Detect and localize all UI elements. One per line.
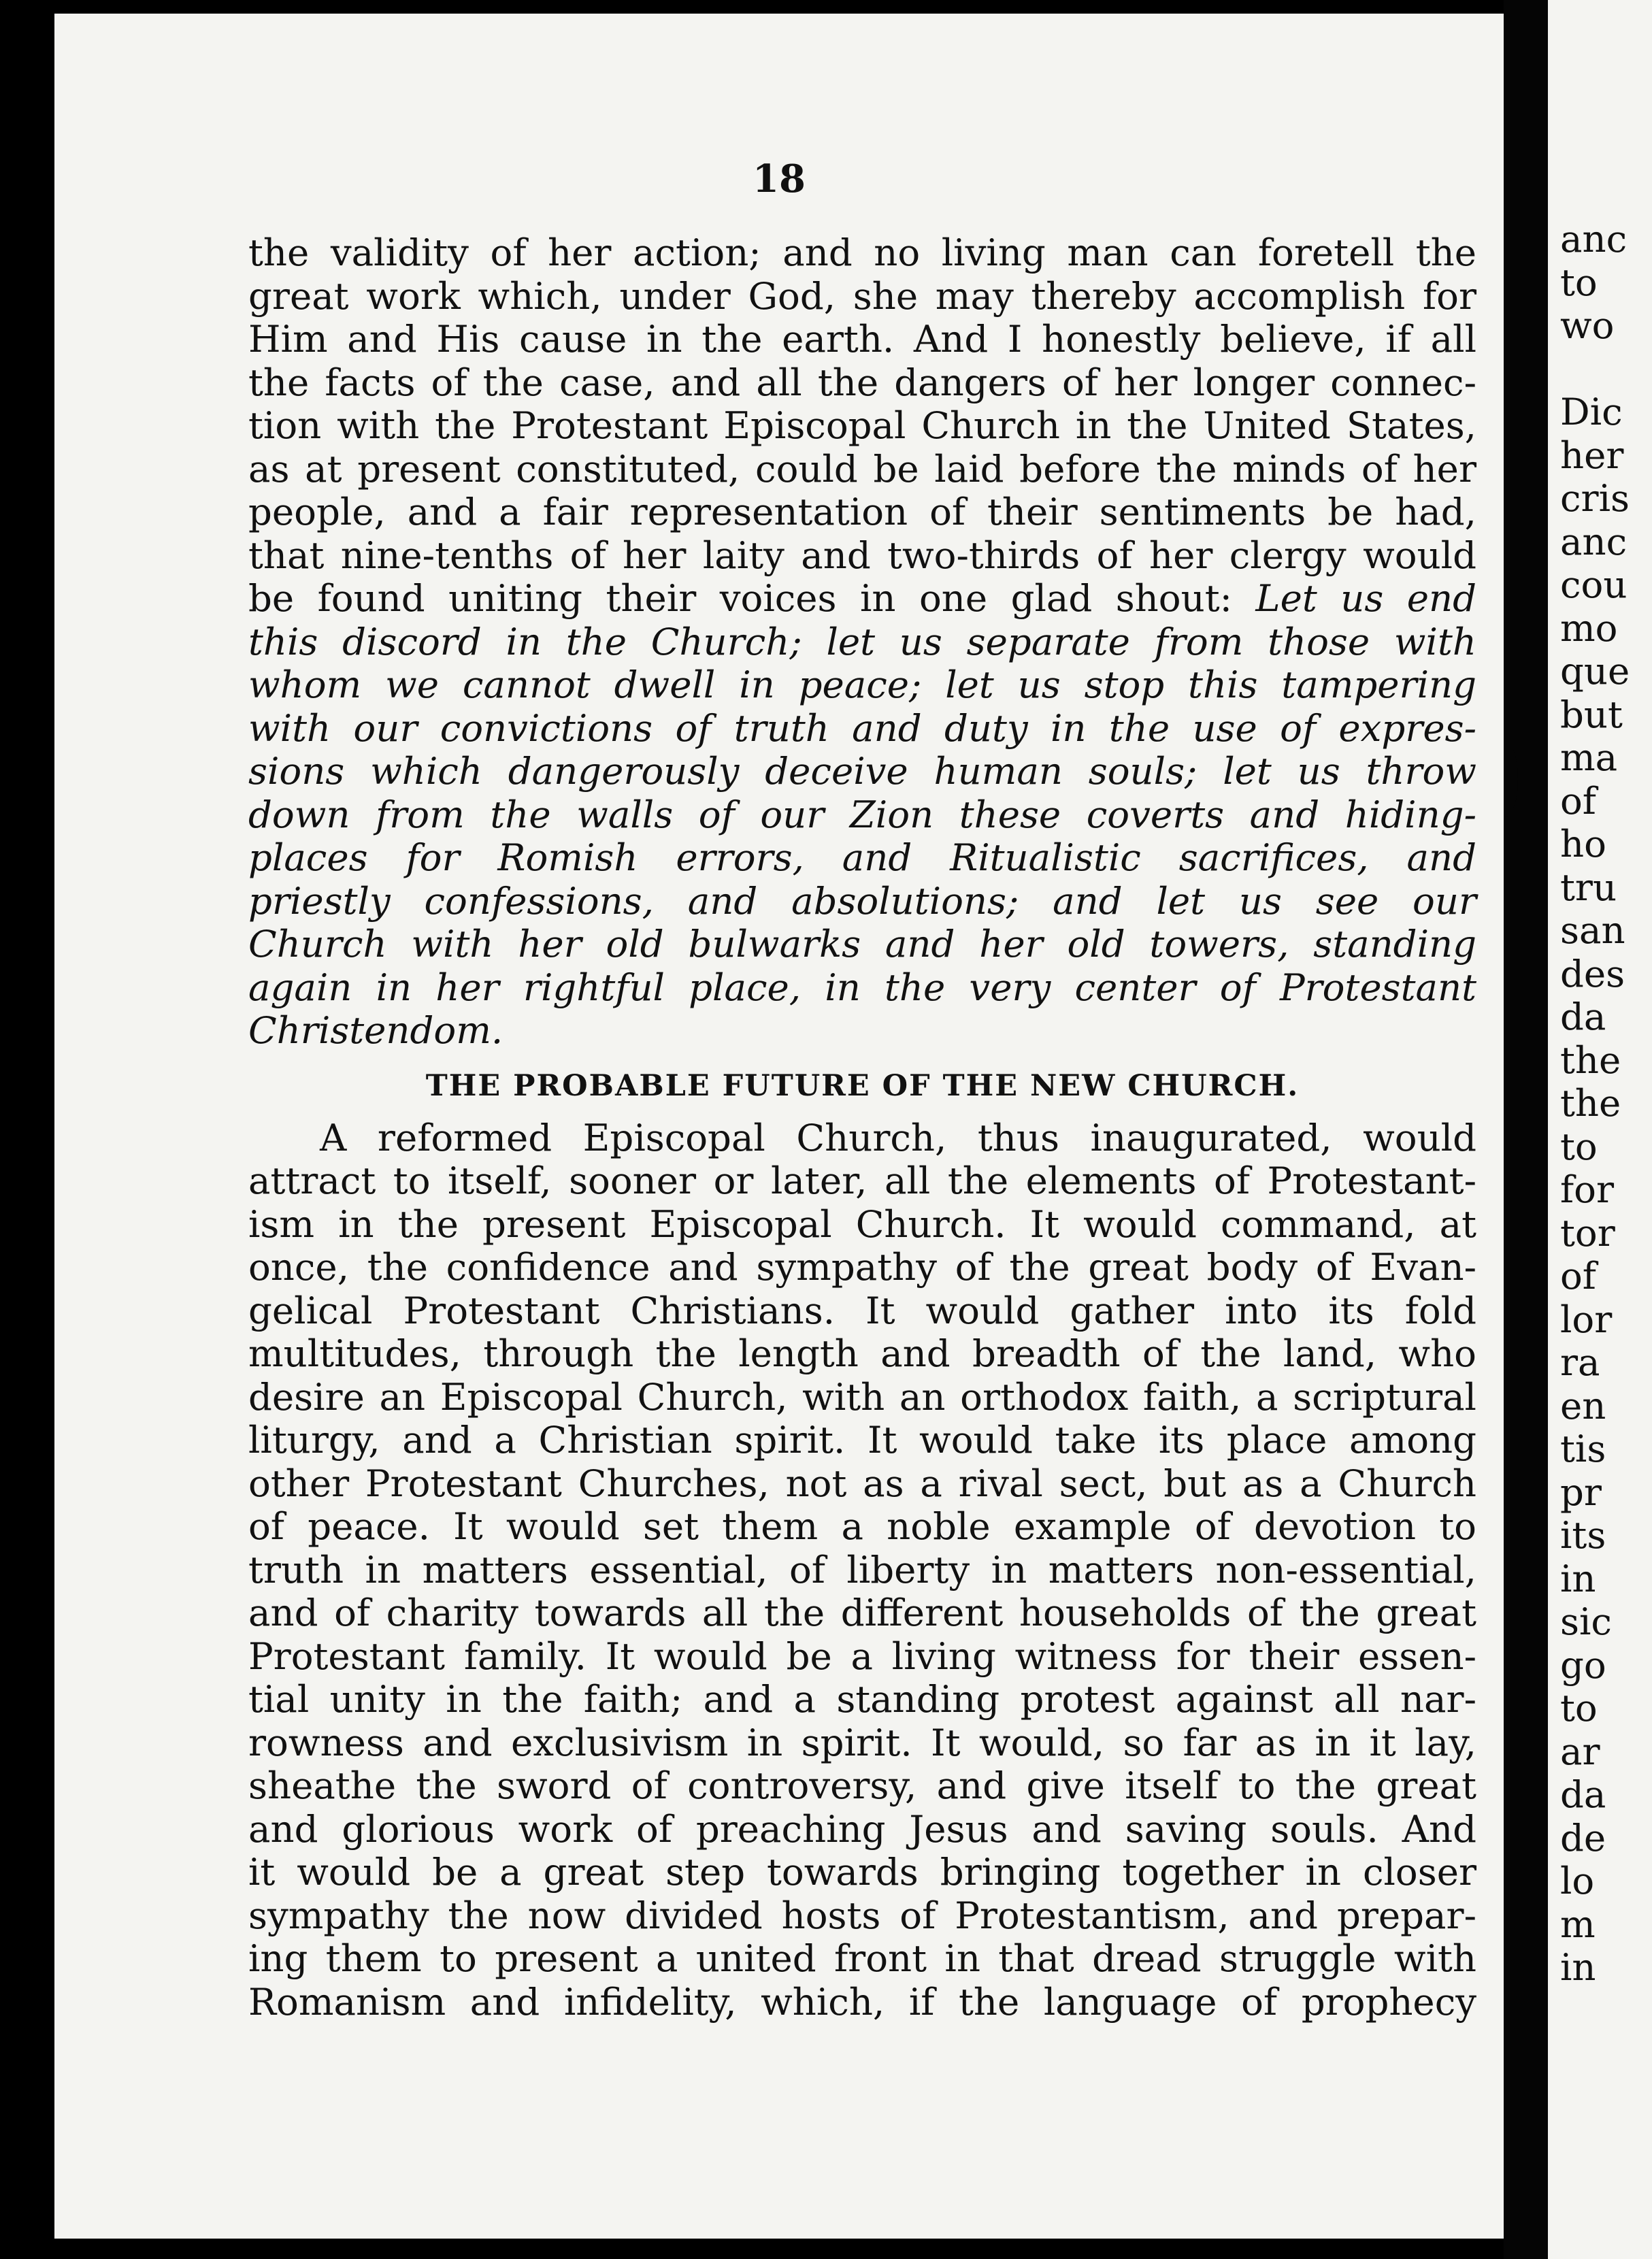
facing-page-fragment: in [1560,1556,1596,1600]
text-line: great work which, under God, she may thereby accomplish for [248,274,1476,318]
facing-page-fragment: for [1560,1168,1615,1211]
facing-page-fragment: its [1560,1513,1606,1557]
text-line: whom we cannot dwell in peace; let us stop this tampering [248,663,1476,706]
facing-page-fragment: of [1560,778,1596,823]
text-line: ism in the present Episcopal Church. It would command, at [248,1202,1476,1246]
text-line: that nine-tenths of her laity and two-thirds of her clergy would [248,533,1476,577]
text-line: with our convictions of truth and duty in the use of expres- [248,706,1476,750]
text-line: it would be a great step towards bringing together in closer [248,1850,1476,1894]
facing-page [1548,0,1652,2259]
facing-page-fragment: da [1560,995,1606,1038]
text-line: Romanism and infidelity, which, if the language of prophecy [248,1979,1476,2024]
facing-page-fragment: mo [1560,606,1618,650]
facing-page-fragment: lor [1560,1297,1613,1341]
facing-page-fragment: Dic [1560,390,1623,433]
facing-page-fragment: to [1560,1124,1598,1168]
facing-page-fragment: in [1560,1945,1596,1989]
page-number: 18 [753,156,806,201]
facing-page-fragment: cou [1560,563,1628,606]
facing-page-fragment: wo [1560,303,1615,347]
text-line: tial unity in the faith; and a standing protest against all nar- [248,1677,1476,1721]
mixed-line-italic: Let us end [1255,576,1476,620]
facing-page-fragment: ra [1560,1340,1600,1384]
text-line: places for Romish errors, and Ritualistic sacrifices, and [248,836,1476,879]
text-line: as at present constituted, could be laid before the minds of her [248,446,1476,491]
facing-page-fragment: her [1560,433,1624,477]
facing-page-fragment: de [1560,1815,1606,1860]
facing-page-text [1560,218,1652,1990]
text-line: once, the confidence and sympathy of the great body of Evan- [248,1245,1476,1289]
text-line: Protestant family. It would be a living witness for their essen- [248,1634,1476,1678]
facing-page-fragment: go [1560,1643,1606,1687]
text-line: Church with her old bulwarks and her old towers, standing [248,922,1476,966]
facing-page-fragment: tor [1560,1210,1615,1255]
paragraph-2 [248,1117,1476,2024]
facing-page-fragment: da [1560,1772,1606,1816]
facing-page-fragment: m [1560,1902,1596,1946]
facing-page-fragment: to [1560,260,1598,304]
text-line: multitudes, through the length and breadth of the land, who [248,1332,1476,1375]
text-line: rowness and exclusivism in spirit. It would, so far as in it lay, [248,1720,1476,1764]
text-line: again in her rightful place, in the very center of Protestant [248,965,1476,1009]
facing-page-fragment: ma [1560,736,1618,779]
text-line: Christendom. [248,1008,503,1052]
facing-page-fragment: anc [1560,217,1628,261]
paragraph-1 [248,231,1476,577]
text-line: ing them to present a united front in that dread struggle with [248,1936,1476,1980]
facing-page-fragment: the [1560,1038,1621,1082]
facing-page-fragment: the [1560,1081,1621,1125]
text-line: sheathe the sword of controversy, and give itself to the great [248,1764,1476,1807]
facing-page-fragment: ar [1560,1729,1600,1773]
text-line: attract to itself, sooner or later, all the elements of Protestant- [248,1159,1476,1202]
text-line: Him and His cause in the earth. And I honestly believe, if all [248,317,1476,361]
facing-page-fragment: lo [1560,1859,1595,1902]
facing-page-fragment: to [1560,1686,1598,1730]
text-line: the facts of the case, and all the dangers of her longer connec- [248,360,1476,404]
text-line: people, and a fair representation of their sentiments be had, [248,490,1476,533]
facing-page-fragment [1560,348,1652,391]
body-text [248,231,1476,2024]
text-line: the validity of her action; and no living man can foretell the [248,231,1476,274]
facing-page-fragment: tis [1560,1427,1606,1470]
facing-page-fragment: anc [1560,519,1628,563]
text-line: A reformed Episcopal Church, thus inaugurated, would [320,1115,1476,1159]
text-line: priestly confessions, and absolutions; and let us see our [248,878,1476,923]
text-line: and glorious work of preaching Jesus and saving souls. And [248,1807,1476,1851]
text-line: this discord in the Church; let us separate from those with [248,619,1476,663]
facing-page-fragment: cris [1560,476,1630,520]
text-line: other Protestant Churches, not as a rival sect, but as a Church [248,1461,1476,1505]
text-line: tion with the Protestant Episcopal Church in the United States, [248,403,1476,447]
text-line: desire an Episcopal Church, with an orthodox faith, a scriptural [248,1374,1476,1419]
facing-page-fragment: tru [1560,865,1617,909]
text-line-mixed [248,577,1476,621]
text-line: sions which dangerously deceive human souls; let us throw [248,749,1476,793]
facing-page-fragment: ho [1560,822,1606,865]
text-line: truth in matters essential, of liberty in matters non-essential, [248,1547,1476,1592]
left-page [54,14,1504,2239]
facing-page-fragment: but [1560,692,1623,736]
paragraph-1-italic [248,621,1476,1053]
text-line: gelical Protestant Christians. It would gather into its fold [248,1288,1476,1332]
facing-page-fragment: que [1560,649,1630,693]
facing-page-fragment: des [1560,951,1625,995]
mixed-line-plain: be found uniting their voices in one glad shout: [248,576,1256,620]
facing-page-fragment: pr [1560,1470,1602,1514]
text-line: liturgy, and a Christian spirit. It would take its place among [248,1418,1476,1462]
page-gutter [1504,0,1548,2259]
text-line: down from the walls of our Zion these coverts and hiding- [248,792,1476,836]
facing-page-fragment: en [1560,1383,1606,1428]
text-line: sympathy the now divided hosts of Protestantism, and prepar- [248,1893,1476,1937]
section-heading: THE PROBABLE FUTURE OF THE NEW CHURCH. [425,1068,1300,1103]
text-line: and of charity towards all the different households of the great [248,1591,1476,1634]
facing-page-fragment: san [1560,908,1625,952]
facing-page-fragment: of [1560,1254,1596,1298]
facing-page-fragment: sic [1560,1600,1612,1643]
text-line: of peace. It would set them a noble example of devotion to [248,1504,1476,1548]
